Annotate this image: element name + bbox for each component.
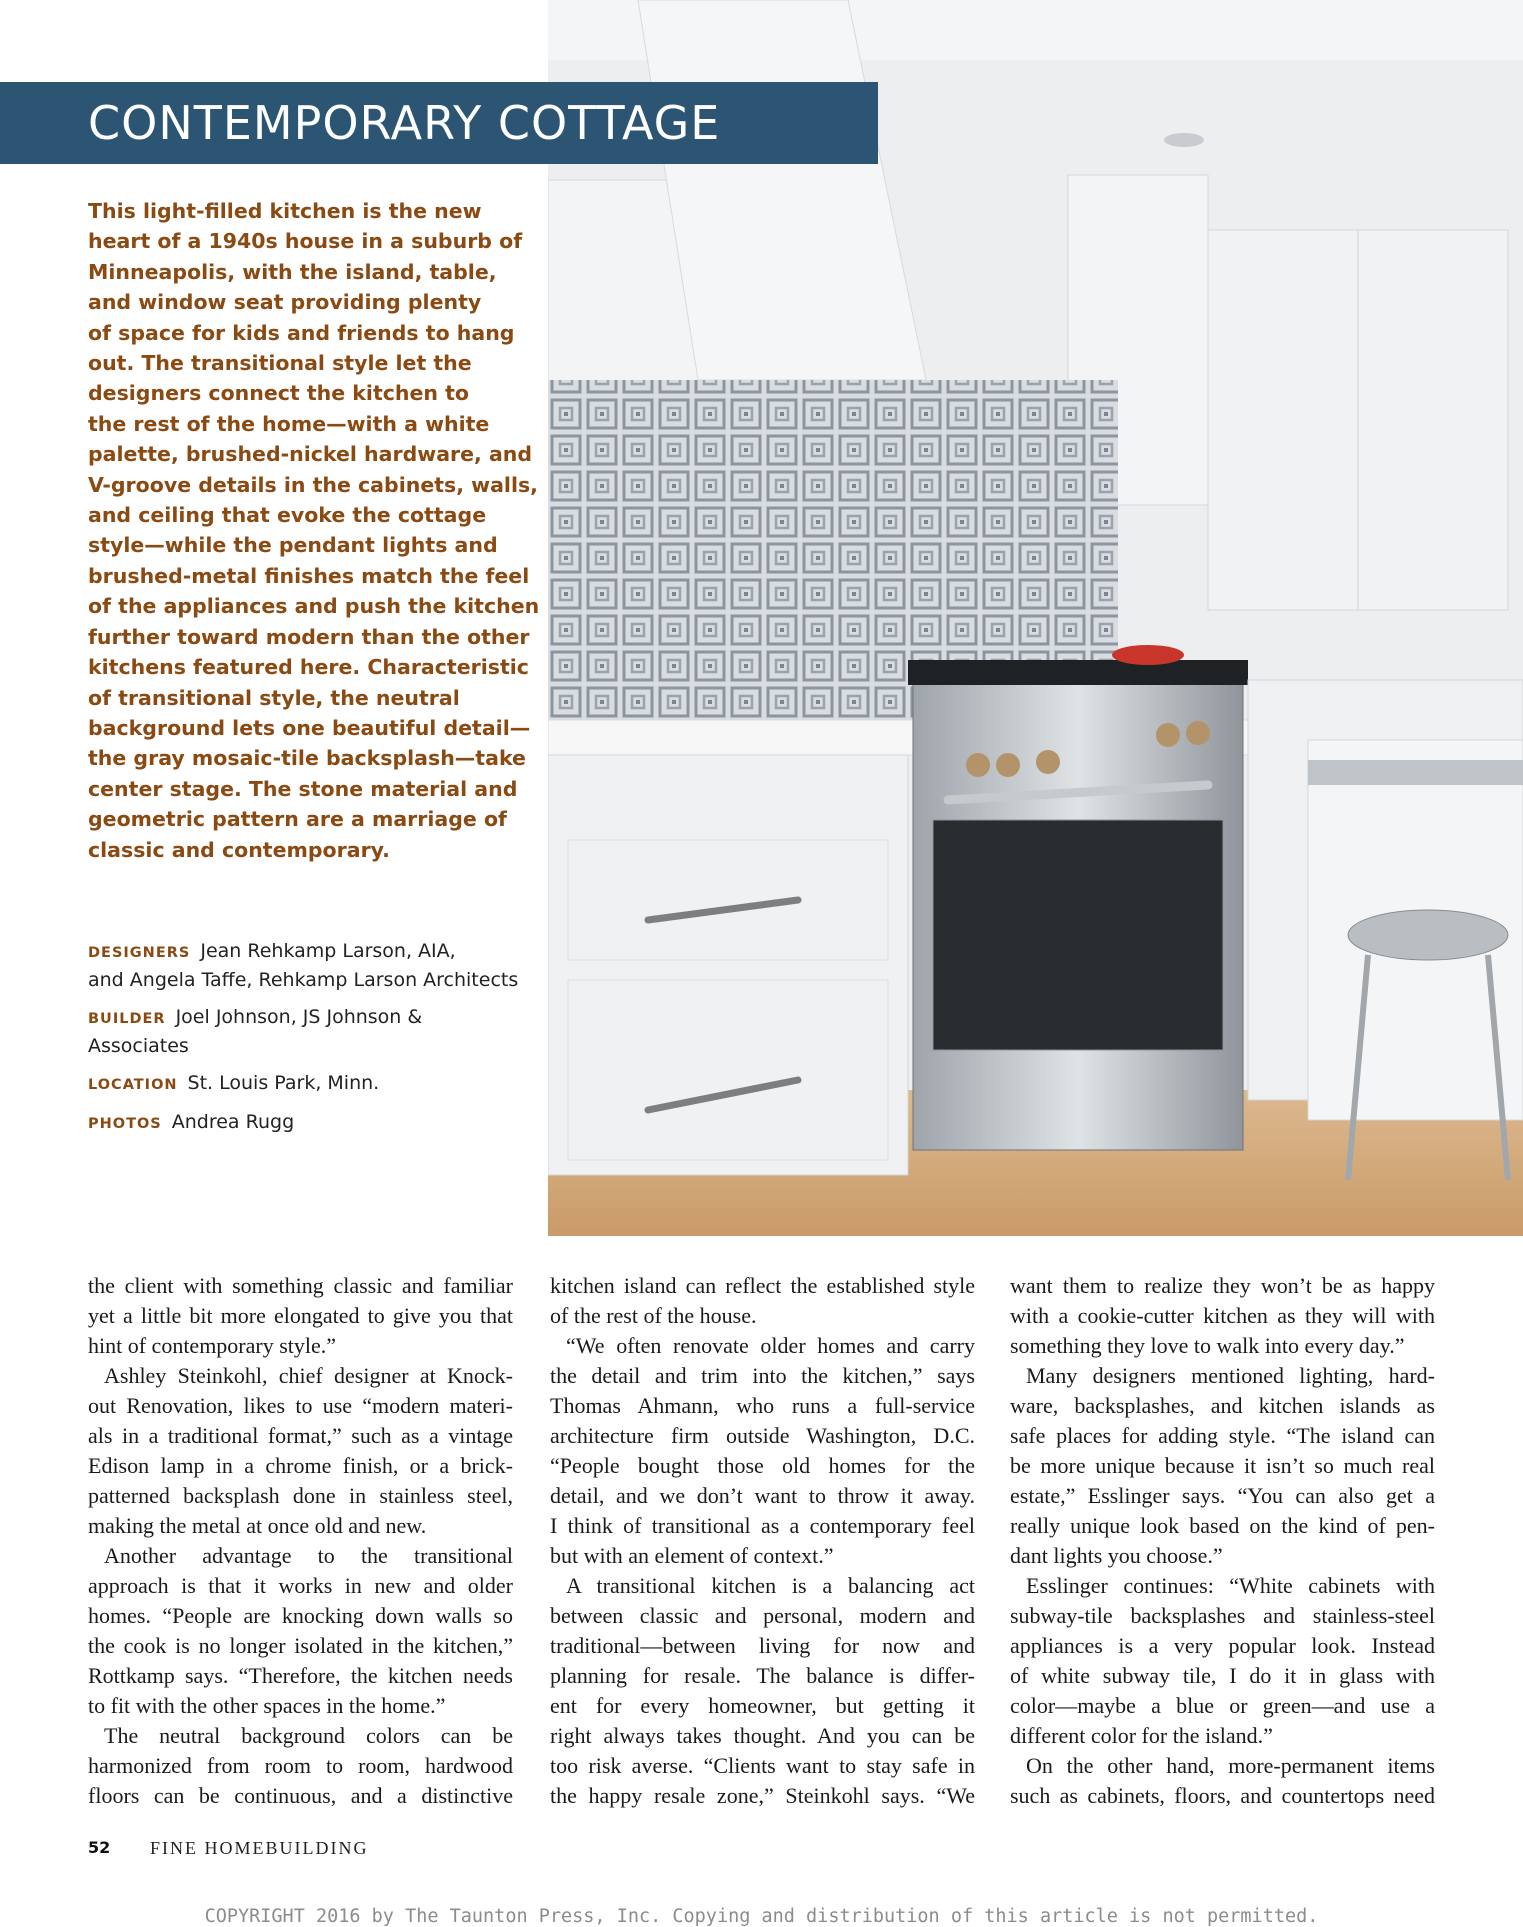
body-line: of the rest of the house. <box>550 1303 757 1328</box>
body-line: right always takes thought. And you can be <box>550 1723 975 1748</box>
credit-label-builder: BUILDER <box>88 1011 166 1027</box>
body-line: traditional—between living for now and <box>550 1633 975 1658</box>
body-line: homes. “People are knocking down walls so <box>88 1603 513 1628</box>
intro-line: the rest of the home—with a white <box>88 411 490 436</box>
intro-line: further toward modern than the other <box>88 624 530 649</box>
body-line: als in a traditional format,” such as a vintage <box>88 1423 513 1448</box>
intro-line: designers connect the kitchen to <box>88 381 470 406</box>
body-line: I think of transitional as a contemporary feel <box>550 1513 975 1538</box>
intro-line: background lets one beautiful detail— <box>88 715 531 740</box>
body-line: too risk averse. “Clients want to stay safe in <box>550 1753 975 1778</box>
credit-designers <box>88 938 538 994</box>
body-line: patterned backsplash done in stainless steel, <box>88 1483 513 1508</box>
credit-value: and Angela Taffe, Rehkamp Larson Architects <box>88 969 519 991</box>
credit-value: Associates <box>88 1035 189 1057</box>
credit-photos <box>88 1109 538 1138</box>
intro-line: geometric pattern are a marriage of <box>88 807 507 832</box>
body-line: The neutral background colors can be <box>104 1723 513 1748</box>
intro-line: of the appliances and push the kitchen <box>88 594 540 619</box>
body-line: something they love to walk into every day.” <box>1010 1333 1405 1358</box>
title-banner <box>0 82 878 164</box>
credit-value: St. Louis Park, Minn. <box>187 1072 380 1094</box>
intro-line: and ceiling that evoke the cottage <box>88 503 487 528</box>
body-line: hint of contemporary style.” <box>88 1333 337 1358</box>
body-line: ware, backsplashes, and kitchen islands as <box>1010 1393 1435 1418</box>
body-column-1 <box>88 1271 513 1811</box>
body-line: appliances is a very popular look. Instead <box>1010 1633 1435 1658</box>
body-line: want them to realize they won’t be as happy <box>1010 1273 1435 1298</box>
body-line: making the metal at once old and new. <box>88 1513 427 1538</box>
body-line: subway-tile backsplashes and stainless-steel <box>1010 1603 1435 1628</box>
body-line: Ashley Steinkohl, chief designer at Knock- <box>104 1363 513 1388</box>
body-column-2 <box>550 1271 975 1811</box>
copyright-notice: COPYRIGHT 2016 by The Taunton Press, Inc. Copying and distribution of this article is not permitted. <box>204 1906 1319 1927</box>
body-line: color—maybe a blue or green—and use a <box>1010 1693 1435 1718</box>
kitchen-photo <box>548 0 1523 1236</box>
body-line: really unique look based on the kind of pen- <box>1010 1513 1435 1538</box>
article-title: CONTEMPORARY COTTAGE <box>88 96 721 150</box>
body-line: approach is that it works in new and older <box>88 1573 513 1598</box>
intro-line: kitchens featured here. Characteristic <box>88 655 529 680</box>
intro-line: Minneapolis, with the island, table, <box>88 259 497 284</box>
credit-value: Andrea Rugg <box>171 1111 295 1133</box>
body-line: such as cabinets, floors, and countertops need <box>1010 1783 1435 1808</box>
body-line: Thomas Ahmann, who runs a full-service <box>550 1393 975 1418</box>
intro-line: out. The transitional style let the <box>88 351 472 376</box>
body-line: “People bought those old homes for the <box>550 1453 975 1478</box>
body-line: between classic and personal, modern and <box>550 1603 975 1628</box>
credit-value: Jean Rehkamp Larson, AIA, <box>200 940 456 962</box>
body-line: be more unique because it isn’t so much real <box>1010 1453 1435 1478</box>
body-line: architecture firm outside Washington, D.C. <box>550 1423 975 1448</box>
credit-builder <box>88 1004 538 1060</box>
body-line: detail, and we don’t want to throw it away. <box>550 1483 975 1508</box>
body-line: different color for the island.” <box>1010 1723 1273 1748</box>
body-line: “We often renovate older homes and carry <box>566 1333 975 1358</box>
credit-label-location: LOCATION <box>88 1077 178 1093</box>
body-line: Many designers mentioned lighting, hard- <box>1026 1363 1435 1388</box>
body-column-3 <box>1010 1271 1435 1811</box>
intro-line: This light-filled kitchen is the new <box>88 199 482 223</box>
body-line: the client with something classic and familiar <box>88 1273 513 1298</box>
intro-line: and window seat providing plenty <box>88 290 482 315</box>
body-line: Esslinger continues: “White cabinets with <box>1026 1573 1435 1598</box>
body-line: dant lights you choose.” <box>1010 1543 1223 1568</box>
intro-line: of transitional style, the neutral <box>88 685 460 710</box>
body-line: estate,” Esslinger says. “You can also get a <box>1010 1483 1435 1508</box>
body-line: safe places for adding style. “The island can <box>1010 1423 1435 1448</box>
magazine-name: FINE HOMEBUILDING <box>150 1838 369 1858</box>
body-line: Another advantage to the transitional <box>104 1543 513 1568</box>
body-line: kitchen island can reflect the established style <box>550 1273 975 1298</box>
body-line: Rottkamp says. “Therefore, the kitchen needs <box>88 1663 513 1688</box>
intro-caption <box>88 196 540 865</box>
intro-line: classic and contemporary. <box>88 837 390 862</box>
credits <box>88 938 538 1148</box>
body-line: but with an element of context.” <box>550 1543 834 1568</box>
credit-location <box>88 1070 538 1099</box>
body-line: with a cookie-cutter kitchen as they will with <box>1010 1303 1435 1328</box>
page-number: 52 <box>88 1838 111 1857</box>
body-line: A transitional kitchen is a balancing act <box>566 1573 975 1598</box>
body-line: the detail and trim into the kitchen,” says <box>550 1363 975 1388</box>
credit-label-photos: PHOTOS <box>88 1116 162 1132</box>
body-line: floors can be continuous, and a distinctive <box>88 1783 513 1808</box>
intro-line: palette, brushed-nickel hardware, and <box>88 442 533 467</box>
credit-label-designers: DESIGNERS <box>88 945 191 961</box>
body-line: the happy resale zone,” Steinkohl says. “We <box>550 1783 975 1808</box>
intro-line: brushed-metal finishes match the feel <box>88 563 530 588</box>
intro-line: V-groove details in the cabinets, walls, <box>88 472 538 497</box>
body-line: harmonized from room to room, hardwood <box>88 1753 513 1778</box>
intro-line: style—while the pendant lights and <box>88 533 498 558</box>
body-line: out Renovation, likes to use “modern materi- <box>88 1393 513 1418</box>
intro-line: of space for kids and friends to hang <box>88 320 515 345</box>
body-line: yet a little bit more elongated to give you that <box>88 1303 513 1328</box>
intro-line: center stage. The stone material and <box>88 776 518 801</box>
intro-line: heart of a 1940s house in a suburb of <box>88 229 523 254</box>
body-line: of white subway tile, I do it in glass with <box>1010 1663 1435 1688</box>
body-line: planning for resale. The balance is differ- <box>550 1663 975 1688</box>
intro-line: the gray mosaic-tile backsplash—take <box>88 746 526 771</box>
body-line: Edison lamp in a chrome finish, or a brick- <box>88 1453 513 1478</box>
body-line: On the other hand, more-permanent items <box>1026 1753 1435 1778</box>
body-line: the cook is no longer isolated in the kitchen,” <box>88 1633 513 1658</box>
body-line: to fit with the other spaces in the home.” <box>88 1693 446 1718</box>
body-line: ent for every homeowner, but getting it <box>550 1693 975 1718</box>
credit-value: Joel Johnson, JS Johnson & <box>175 1006 423 1028</box>
